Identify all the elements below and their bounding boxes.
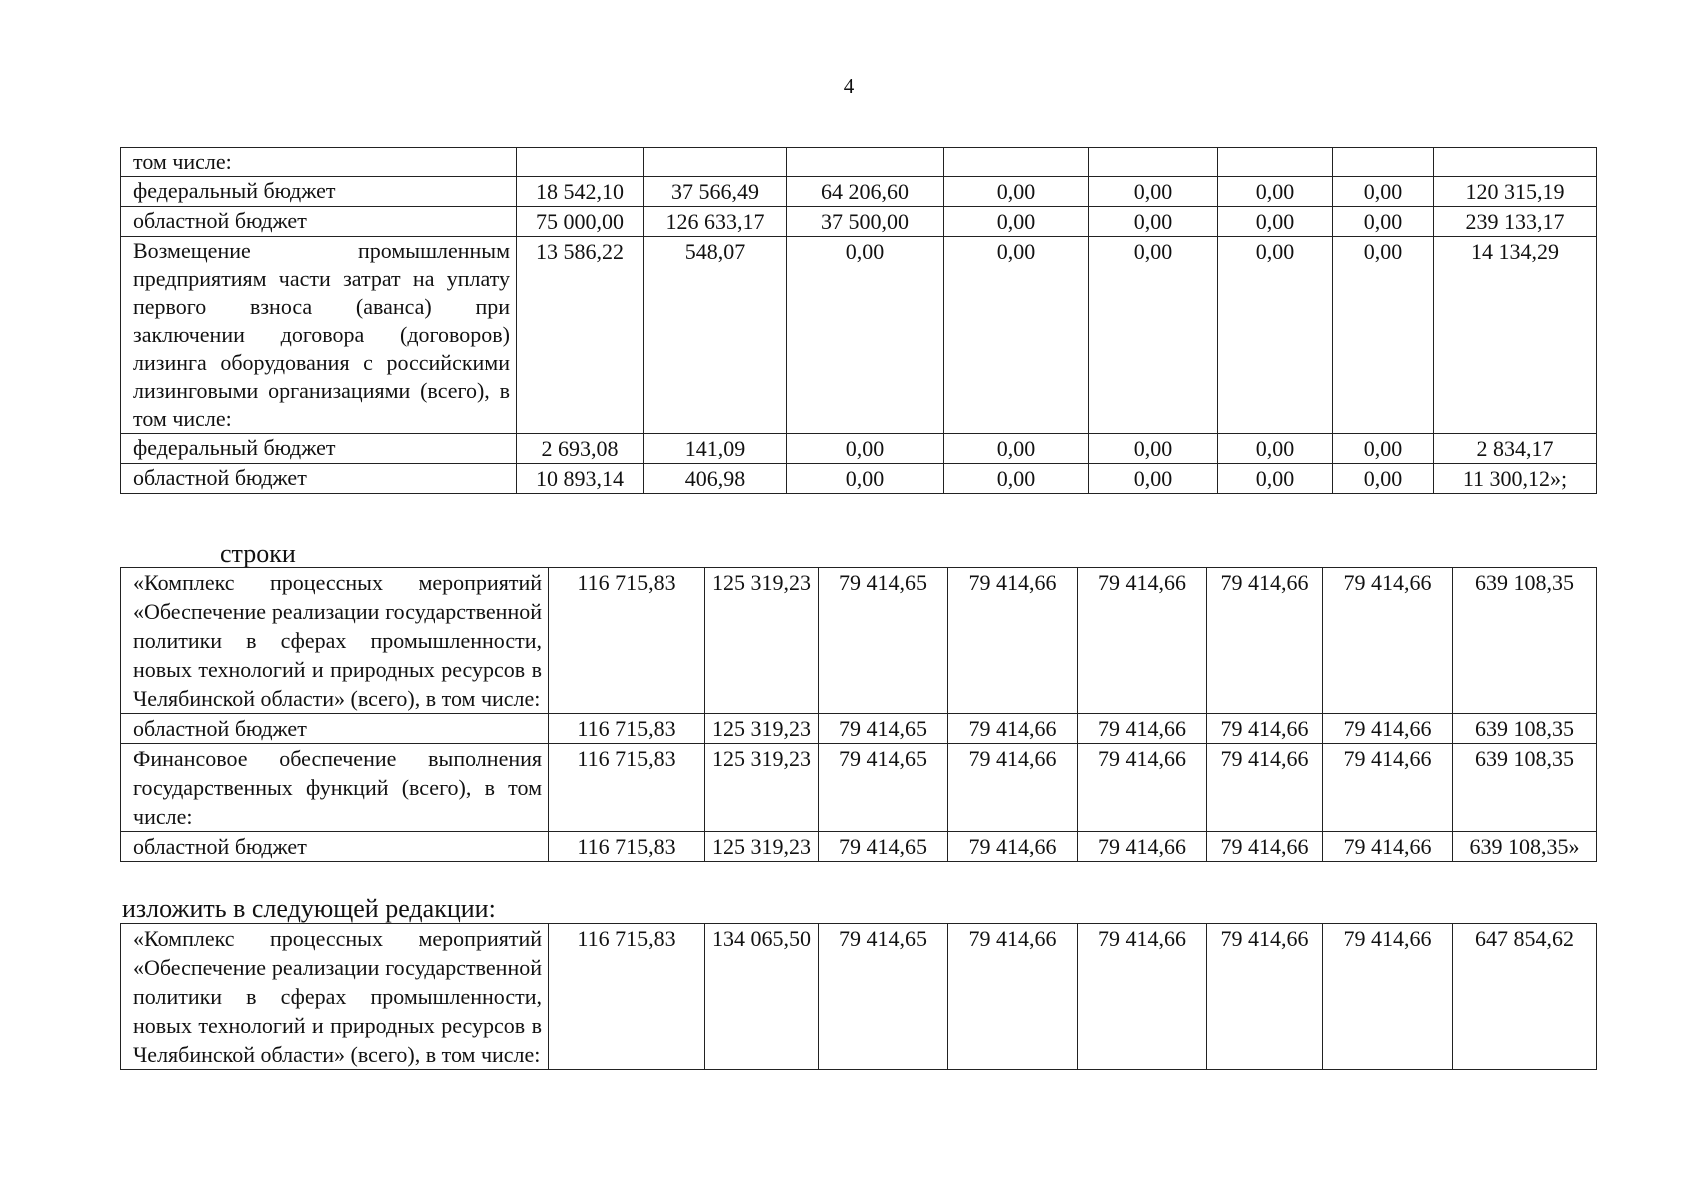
value-cell: 64 206,60 <box>787 177 944 207</box>
value-cell: 639 108,35 <box>1453 744 1597 832</box>
table-body <box>121 924 1597 1070</box>
new-edition-heading: изложить в следующей редакции: <box>122 894 496 923</box>
value-cell <box>644 148 787 177</box>
value-cell: 0,00 <box>1218 207 1333 237</box>
value-cell: 125 319,23 <box>705 744 819 832</box>
value-cell: 116 715,83 <box>549 832 705 862</box>
row-label: «Комплекс процессных мероприятий «Обеспечение реализации государственной политики в сферах промышленности, новых технологий и природных ресурсов в Челябинской области» (всего), в том числе: <box>121 924 549 1070</box>
value-cell: 11 300,12»; <box>1434 464 1597 494</box>
value-cell: 125 319,23 <box>705 832 819 862</box>
value-cell: 0,00 <box>787 464 944 494</box>
value-cell: 79 414,66 <box>1078 832 1207 862</box>
value-cell: 79 414,65 <box>819 568 948 714</box>
value-cell: 79 414,66 <box>948 832 1078 862</box>
value-cell: 0,00 <box>1218 177 1333 207</box>
value-cell <box>787 148 944 177</box>
value-cell <box>944 148 1089 177</box>
value-cell: 0,00 <box>1333 177 1434 207</box>
row-label: Возмещение промышленным предприятиям части затрат на уплату первого взноса (аванса) при заключении договора (договоров) лизинга оборудования с российскими лизинговыми организациями (всего), в том числе: <box>121 237 517 434</box>
value-cell: 2 693,08 <box>517 434 644 464</box>
value-cell: 79 414,66 <box>948 924 1078 1070</box>
value-cell: 79 414,65 <box>819 924 948 1070</box>
value-cell: 79 414,66 <box>948 744 1078 832</box>
value-cell: 116 715,83 <box>549 714 705 744</box>
value-cell: 79 414,66 <box>1323 924 1453 1070</box>
value-cell: 79 414,65 <box>819 714 948 744</box>
row-label: «Комплекс процессных мероприятий «Обеспечение реализации государственной политики в сферах промышленности, новых технологий и природных ресурсов в Челябинской области» (всего), в том числе: <box>121 568 549 714</box>
value-cell: 0,00 <box>944 207 1089 237</box>
table-body <box>121 148 1597 494</box>
value-cell: 79 414,66 <box>1323 568 1453 714</box>
value-cell: 120 315,19 <box>1434 177 1597 207</box>
table-row <box>121 207 1597 237</box>
value-cell <box>1333 148 1434 177</box>
value-cell: 79 414,66 <box>1323 744 1453 832</box>
budget-table-current-rows <box>120 567 1597 862</box>
value-cell: 79 414,66 <box>1207 568 1323 714</box>
value-cell: 639 108,35 <box>1453 714 1597 744</box>
value-cell: 0,00 <box>944 177 1089 207</box>
value-cell: 79 414,66 <box>948 568 1078 714</box>
value-cell: 639 108,35» <box>1453 832 1597 862</box>
value-cell: 79 414,65 <box>819 832 948 862</box>
row-label: областной бюджет <box>121 714 549 744</box>
value-cell: 0,00 <box>787 434 944 464</box>
value-cell: 79 414,65 <box>819 744 948 832</box>
value-cell: 134 065,50 <box>705 924 819 1070</box>
table-row <box>121 714 1597 744</box>
row-label: том числе: <box>121 148 517 177</box>
value-cell: 37 566,49 <box>644 177 787 207</box>
value-cell: 0,00 <box>787 237 944 434</box>
rows-heading: строки <box>220 539 296 568</box>
table-row <box>121 744 1597 832</box>
value-cell: 0,00 <box>944 464 1089 494</box>
value-cell: 116 715,83 <box>549 924 705 1070</box>
value-cell: 0,00 <box>1089 207 1218 237</box>
value-cell: 126 633,17 <box>644 207 787 237</box>
value-cell: 75 000,00 <box>517 207 644 237</box>
value-cell: 79 414,66 <box>1078 924 1207 1070</box>
row-label: федеральный бюджет <box>121 434 517 464</box>
table-row <box>121 237 1597 434</box>
value-cell: 0,00 <box>1333 434 1434 464</box>
table-row <box>121 177 1597 207</box>
value-cell: 0,00 <box>1089 434 1218 464</box>
value-cell: 239 133,17 <box>1434 207 1597 237</box>
value-cell: 141,09 <box>644 434 787 464</box>
value-cell: 125 319,23 <box>705 568 819 714</box>
value-cell <box>1089 148 1218 177</box>
value-cell: 2 834,17 <box>1434 434 1597 464</box>
value-cell: 548,07 <box>644 237 787 434</box>
value-cell <box>517 148 644 177</box>
value-cell: 79 414,66 <box>1207 744 1323 832</box>
budget-table-new-rows <box>120 923 1597 1070</box>
value-cell: 14 134,29 <box>1434 237 1597 434</box>
value-cell: 0,00 <box>944 237 1089 434</box>
value-cell: 10 893,14 <box>517 464 644 494</box>
value-cell: 116 715,83 <box>549 744 705 832</box>
value-cell: 79 414,66 <box>1207 924 1323 1070</box>
table-row <box>121 434 1597 464</box>
value-cell: 0,00 <box>1089 464 1218 494</box>
value-cell: 116 715,83 <box>549 568 705 714</box>
table-row <box>121 568 1597 714</box>
value-cell: 79 414,66 <box>948 714 1078 744</box>
value-cell: 79 414,66 <box>1078 744 1207 832</box>
value-cell: 125 319,23 <box>705 714 819 744</box>
budget-table-previous-rows <box>120 147 1597 494</box>
value-cell <box>1218 148 1333 177</box>
value-cell: 0,00 <box>1089 237 1218 434</box>
row-label: федеральный бюджет <box>121 177 517 207</box>
value-cell: 0,00 <box>1089 177 1218 207</box>
value-cell: 0,00 <box>1218 237 1333 434</box>
value-cell: 79 414,66 <box>1078 714 1207 744</box>
value-cell: 18 542,10 <box>517 177 644 207</box>
value-cell: 37 500,00 <box>787 207 944 237</box>
value-cell: 0,00 <box>1333 237 1434 434</box>
table-row <box>121 148 1597 177</box>
value-cell: 0,00 <box>944 434 1089 464</box>
value-cell: 406,98 <box>644 464 787 494</box>
value-cell: 0,00 <box>1218 434 1333 464</box>
value-cell: 79 414,66 <box>1078 568 1207 714</box>
value-cell: 79 414,66 <box>1323 832 1453 862</box>
row-label: Финансовое обеспечение выполнения государственных функций (всего), в том числе: <box>121 744 549 832</box>
value-cell: 0,00 <box>1333 207 1434 237</box>
page-number: 4 <box>843 74 855 98</box>
table-row <box>121 464 1597 494</box>
row-label: областной бюджет <box>121 464 517 494</box>
value-cell: 0,00 <box>1218 464 1333 494</box>
row-label: областной бюджет <box>121 207 517 237</box>
value-cell: 79 414,66 <box>1207 832 1323 862</box>
row-label: областной бюджет <box>121 832 549 862</box>
value-cell <box>1434 148 1597 177</box>
value-cell: 13 586,22 <box>517 237 644 434</box>
value-cell: 79 414,66 <box>1323 714 1453 744</box>
value-cell: 639 108,35 <box>1453 568 1597 714</box>
value-cell: 79 414,66 <box>1207 714 1323 744</box>
value-cell: 647 854,62 <box>1453 924 1597 1070</box>
table-row <box>121 924 1597 1070</box>
table-row <box>121 832 1597 862</box>
table-body <box>121 568 1597 862</box>
value-cell: 0,00 <box>1333 464 1434 494</box>
